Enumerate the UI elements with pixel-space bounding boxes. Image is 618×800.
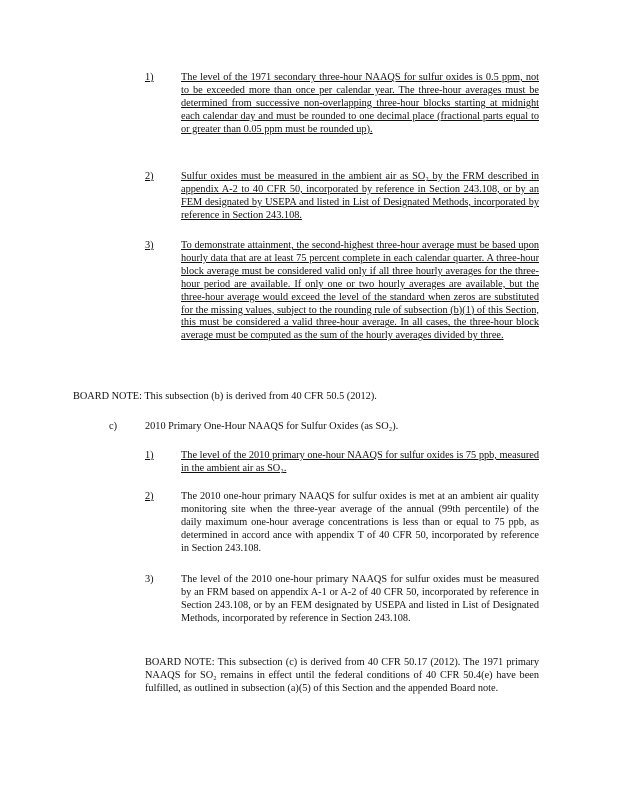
item-number: 3)	[145, 240, 154, 251]
item-text: The level of the 2010 primary one-hour NAAQS for sulfur oxides is 75 ppb, measured in the ambient air as SO₂.	[181, 450, 539, 474]
item-text: To demonstrate attainment, the second-highest three-hour average must be based upon hourly data that are at least 75 percent complete in each calendar quarter. A three-hour block average must be considered valid only if all three hourly averages for the three-hour period are available. If only one or two hourly averages are available, but the three-hour average would exceed the level of the standard when zeros are substituted for the missing values, subject to the rounding rule of subsection (b)(1) of this Section, this must be considered a valid three-hour average. In all cases, the three-hour block average must be computed as the sum of the hourly averages divided by three.	[181, 240, 539, 342]
subsection-c-label: c)	[109, 421, 117, 432]
item-number: 2)	[145, 171, 154, 182]
subsection-c-heading: 2010 Primary One-Hour NAAQS for Sulfur Oxides (as SO₂).	[145, 421, 399, 432]
board-note-c: BOARD NOTE: This subsection (c) is derived from 40 CFR 50.17 (2012). The 1971 primary NAAQS for SO₂ remains in effect until the federal conditions of 40 CFR 50.4(e) have been fulfilled, as outlined in subsection (a)(5) of this Section and the appended Board note.	[145, 657, 539, 694]
item-number: 1)	[145, 450, 154, 461]
item-text: The 2010 one-hour primary NAAQS for sulfur oxides is met at an ambient air quality monitoring site when the three-year average of the annual (99th percentile) of the daily maximum one-hour average concentrations is less than or equal to 75 ppb, as determined in accord ance with appendix T of 40 CFR 50, incorporated by reference in Section 243.108.	[181, 491, 539, 554]
item-text: The level of the 2010 one-hour primary NAAQS for sulfur oxides must be measured by an FRM based on appendix A-1 or A-2 of 40 CFR 50, incorporated by reference in Section 243.108, or by an FEM designated by USEPA and listed in List of Designated Methods, incorporated by reference in Section 243.108.	[181, 574, 539, 624]
item-number: 1)	[145, 72, 154, 83]
item-number: 2)	[145, 491, 154, 502]
board-note-b: BOARD NOTE: This subsection (b) is derived from 40 CFR 50.5 (2012).	[73, 391, 377, 402]
item-text: Sulfur oxides must be measured in the ambient air as SO₂ by the FRM described in appendix A-2 to 40 CFR 50, incorporated by reference in Section 243.108, or by an FEM designated by USEPA and listed in List of Designated Methods, incorporated by reference in Section 243.108.	[181, 171, 539, 221]
item-number: 3)	[145, 574, 154, 585]
item-text: The level of the 1971 secondary three-hour NAAQS for sulfur oxides is 0.5 ppm, not to be exceeded more than once per calendar year. The three-hour averages must be determined from successive non-overlapping three-hour blocks starting at midnight each calendar day and must be rounded to one decimal place (fractional parts equal to or greater than 0.05 ppm must be rounded up).	[181, 72, 539, 135]
